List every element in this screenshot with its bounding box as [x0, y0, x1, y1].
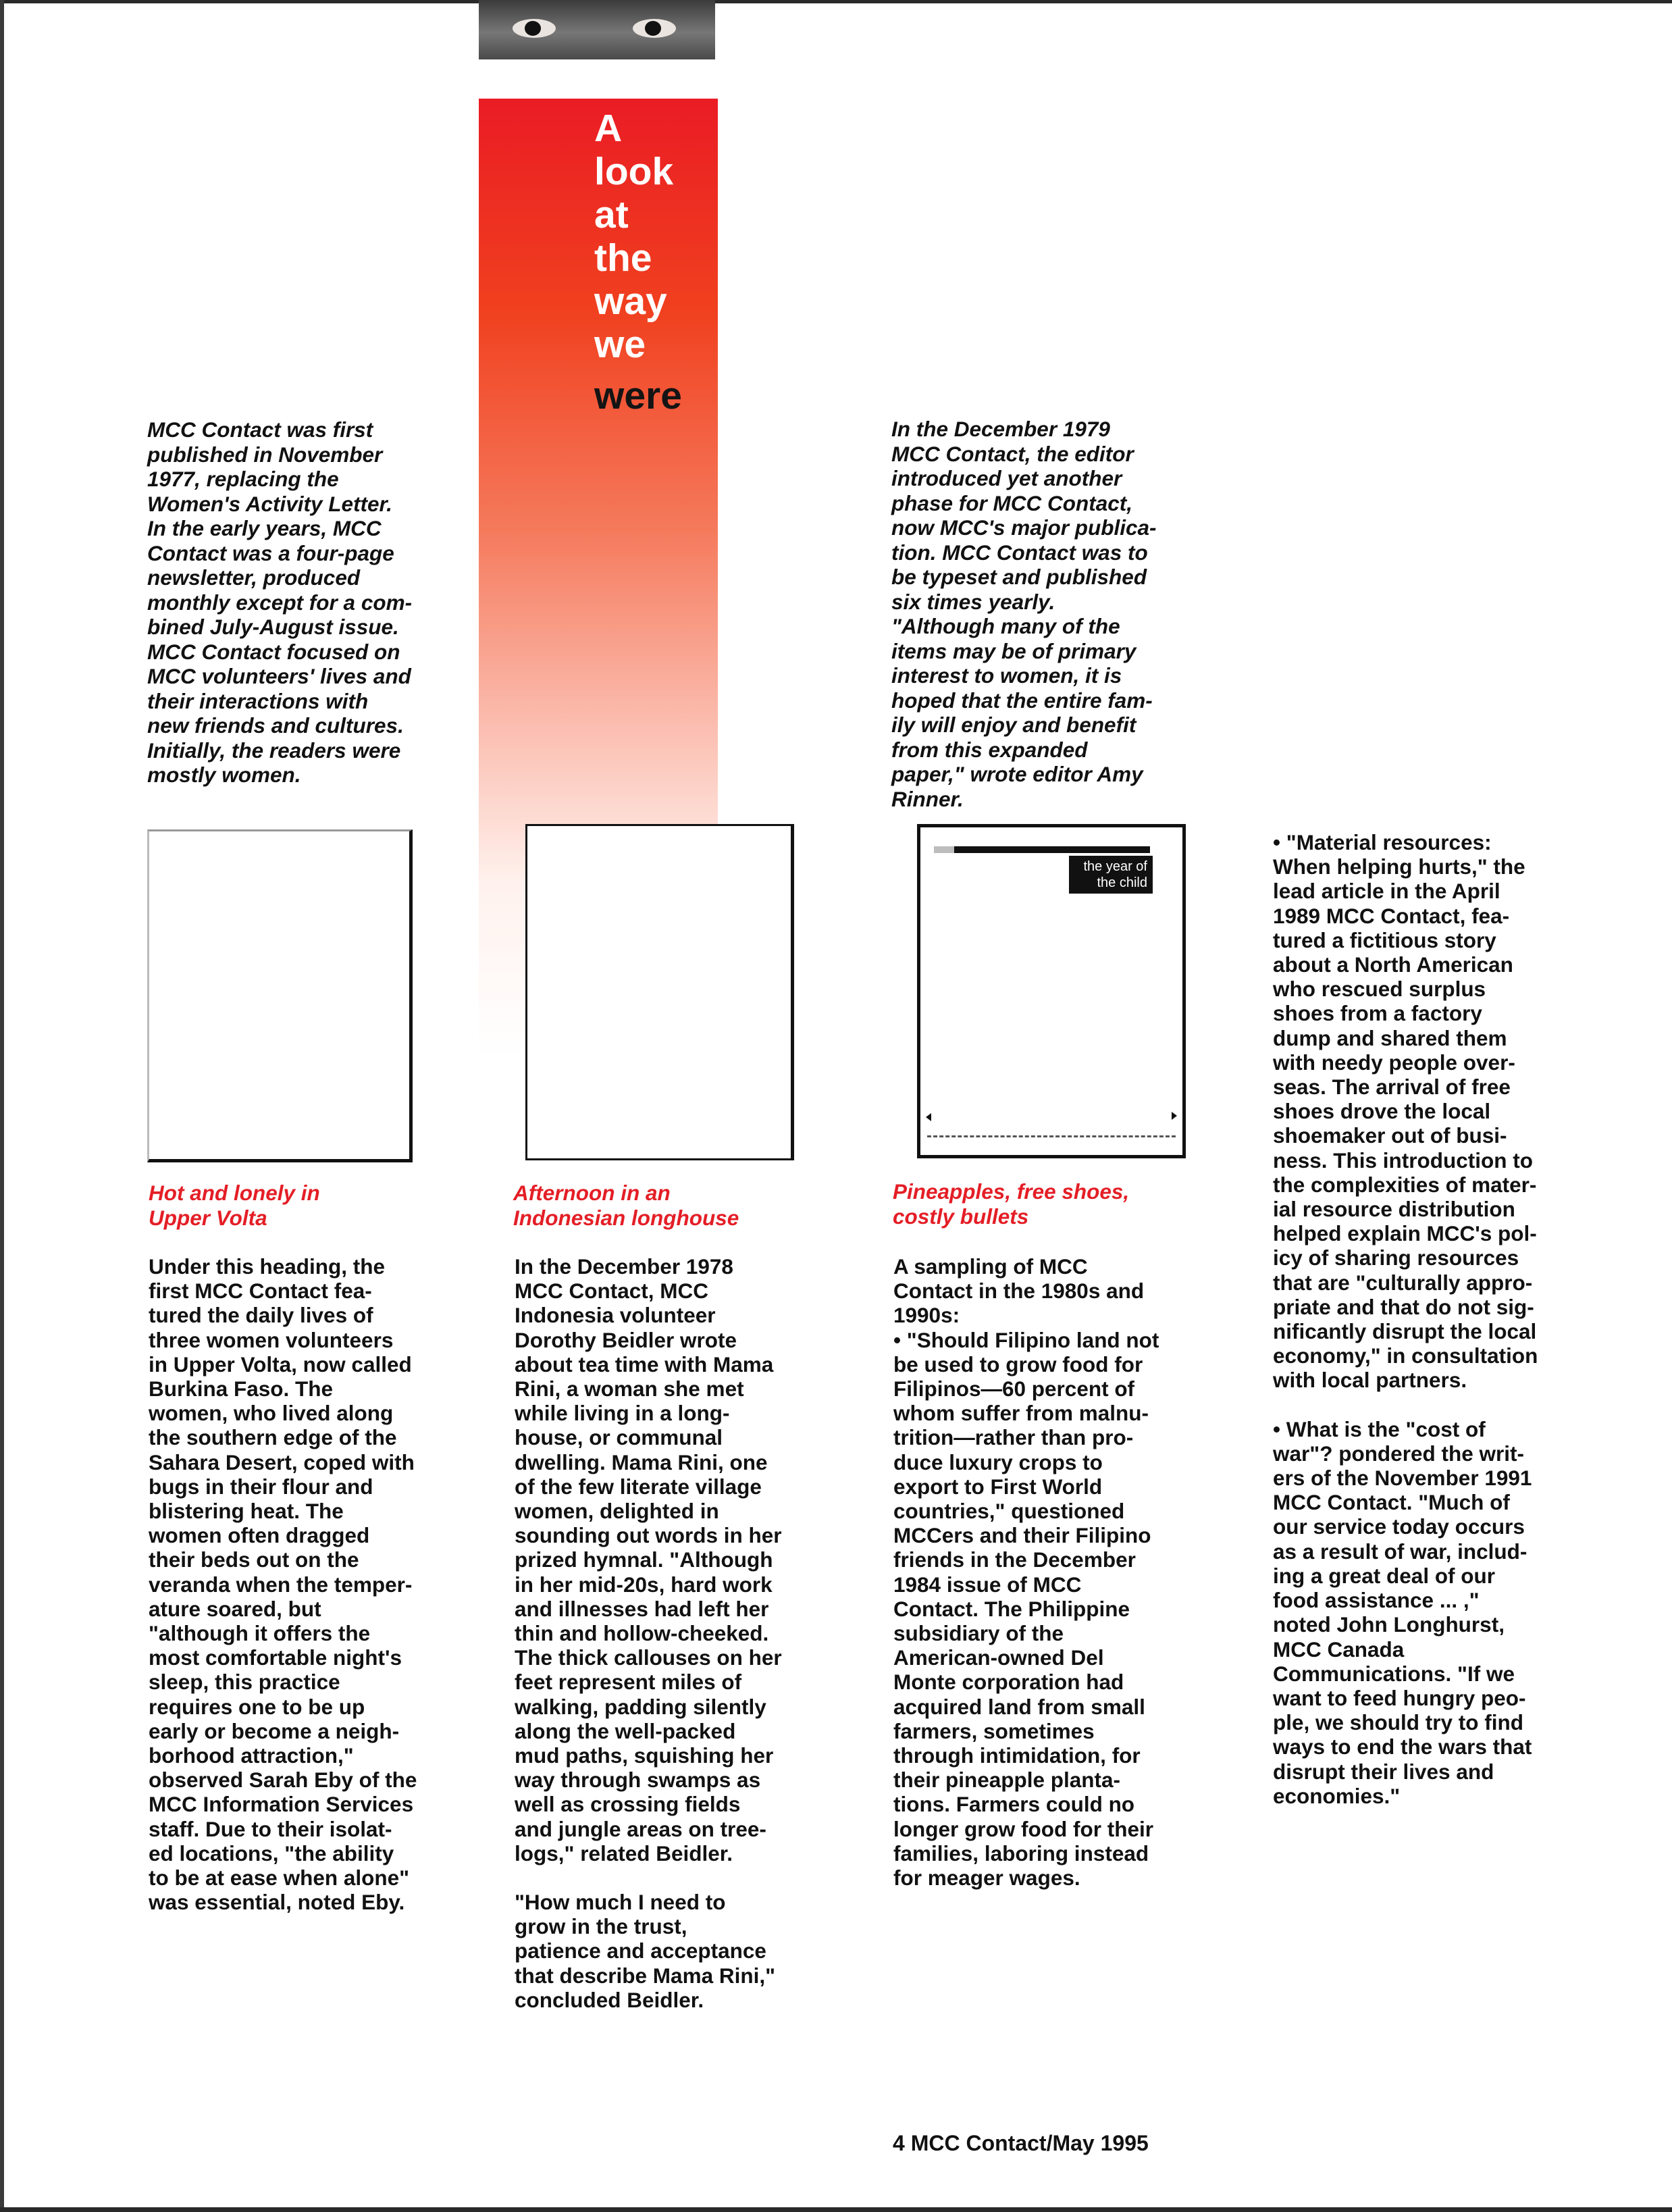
- text-line: hoped that the entire fam-: [891, 688, 1153, 713]
- text-line: veranda when the temper-: [149, 1572, 413, 1597]
- text-line: phase for MCC Contact,: [891, 490, 1133, 515]
- text-line: Contact was a four-page: [147, 540, 394, 565]
- text-line: for meager wages.: [893, 1866, 1080, 1891]
- text-line: that are "culturally appro-: [1273, 1270, 1533, 1295]
- text-line: about tea time with Mama: [515, 1352, 774, 1377]
- text-line: Under this heading, the: [149, 1254, 386, 1279]
- text-line: bugs in their flour and: [149, 1474, 373, 1499]
- text-line: Burkina Faso. The: [149, 1377, 334, 1401]
- text-line: the complexities of mater-: [1273, 1172, 1537, 1197]
- text-line: patience and acceptance: [515, 1938, 766, 1963]
- text-line: Monte corporation had: [893, 1670, 1124, 1695]
- text-line: • What is the "cost of: [1273, 1416, 1486, 1441]
- text-line: sleep, this practice: [149, 1670, 340, 1695]
- text-line: Contact in the 1980s and: [893, 1279, 1145, 1304]
- text-line: now MCC's major publica-: [891, 515, 1157, 540]
- text-line: lead article in the April: [1273, 879, 1500, 904]
- text-line: from this expanded: [891, 737, 1088, 762]
- text-line: their pineapple planta-: [893, 1768, 1121, 1793]
- text-line: MCCers and their Filipino: [893, 1523, 1151, 1548]
- text-line: their interactions with: [147, 688, 369, 713]
- article-column-2: [515, 1254, 832, 2012]
- text-line: helped explain MCC's pol-: [1273, 1221, 1537, 1246]
- headline-word: at: [594, 193, 629, 236]
- text-line: three women volunteers: [149, 1327, 394, 1352]
- heading-line: Hot and lonely in: [149, 1181, 320, 1205]
- text-line: • "Material resources:: [1273, 830, 1492, 854]
- text-line: MCC Contact, MCC: [515, 1279, 708, 1304]
- text-line: ers of the November 1991: [1273, 1466, 1532, 1491]
- headline-word: look: [594, 150, 674, 193]
- cover-masthead-bar: [954, 846, 1150, 853]
- headline-word: way: [594, 280, 667, 323]
- text-line: Sahara Desert, coped with: [149, 1449, 415, 1474]
- text-line: In the December 1979: [891, 417, 1110, 441]
- article-column-3: [893, 1254, 1211, 1890]
- text-line: countries," questioned: [893, 1499, 1125, 1524]
- text-line: walking, padding silently: [515, 1694, 766, 1719]
- text-line: acquired land from small: [893, 1694, 1145, 1719]
- text-line: ways to end the wars that: [1273, 1734, 1532, 1759]
- text-line: longer grow food for their: [893, 1816, 1153, 1841]
- text-line: "although it offers the: [149, 1621, 371, 1646]
- text-line: 1990s:: [893, 1303, 960, 1328]
- text-line: "How much I need to: [515, 1890, 726, 1915]
- text-line: mostly women.: [147, 763, 301, 787]
- text-line: disrupt their lives and: [1273, 1759, 1494, 1784]
- article-column-1: [149, 1254, 466, 1914]
- text-line: war"? pondered the writ-: [1273, 1441, 1524, 1466]
- text-line: want to feed hungry peo-: [1273, 1685, 1526, 1710]
- text-line: their beds out on the: [149, 1547, 359, 1572]
- text-line: interest to women, it is: [891, 663, 1122, 688]
- text-line: Rini, a woman she met: [515, 1377, 744, 1401]
- text-line: published in November: [147, 442, 383, 467]
- text-line: logs," related Beidler.: [515, 1841, 733, 1866]
- text-line: MCC volunteers' lives and: [147, 664, 411, 688]
- text-line: sounding out words in her: [515, 1523, 782, 1548]
- text-line: borhood attraction,": [149, 1743, 354, 1768]
- text-line: priate and that do not sig-: [1273, 1294, 1534, 1319]
- text-line: shoemaker out of busi-: [1273, 1123, 1507, 1148]
- eye-right-icon: [633, 19, 676, 38]
- text-line: nificantly disrupt the local: [1273, 1319, 1537, 1344]
- text-line: grow in the trust,: [515, 1914, 687, 1939]
- text-line: mud paths, squishing her: [515, 1743, 774, 1768]
- text-line: tured the daily lives of: [149, 1303, 373, 1328]
- text-line: "Although many of the: [891, 614, 1120, 638]
- text-line: in Upper Volta, now called: [149, 1352, 412, 1377]
- text-line: that describe Mama Rini,": [515, 1963, 776, 1988]
- text-line: tured a fictitious story: [1273, 927, 1496, 952]
- text-line: who rescued surplus: [1273, 977, 1486, 1002]
- text-line: shoes drove the local: [1273, 1099, 1491, 1124]
- text-line: bined July-August issue.: [147, 615, 399, 639]
- text-line: most comfortable night's: [149, 1645, 402, 1670]
- text-line: to be at ease when alone": [149, 1866, 410, 1891]
- section-heading-1: [149, 1181, 320, 1231]
- text-line: American-owned Del: [893, 1645, 1104, 1670]
- text-line: dump and shared them: [1273, 1025, 1507, 1050]
- cover-label-line: the year of: [1083, 859, 1147, 874]
- headline: [594, 107, 682, 417]
- text-line: through intimidation, for: [893, 1743, 1141, 1768]
- text-line: tions. Farmers could no: [893, 1792, 1135, 1817]
- text-line: MCC Contact. "Much of: [1273, 1490, 1510, 1515]
- text-line: while living in a long-: [515, 1401, 730, 1426]
- heading-line: Pineapples, free shoes,: [893, 1179, 1130, 1204]
- text-line: introduced yet another: [891, 466, 1122, 490]
- heading-line: costly bullets: [893, 1204, 1029, 1229]
- text-line: MCC Contact was first: [147, 417, 373, 442]
- headline-word: the: [594, 236, 652, 280]
- text-line: food assistance ... ,": [1273, 1588, 1480, 1613]
- text-line: Women's Activity Letter.: [147, 491, 392, 516]
- text-line: MCC Contact focused on: [147, 639, 400, 664]
- section-heading-2: [513, 1181, 739, 1231]
- text-line: • "Should Filipino land not: [893, 1327, 1159, 1352]
- text-line: paper," wrote editor Amy: [891, 762, 1143, 786]
- text-line: The thick callouses on her: [515, 1645, 782, 1670]
- cover-mark-left-icon: [926, 1113, 931, 1121]
- text-line: be used to grow food for: [893, 1352, 1143, 1377]
- text-line: the southern edge of the: [149, 1425, 397, 1450]
- page-edge-left: [0, 0, 4, 2212]
- text-line: Contact. The Philippine: [893, 1596, 1130, 1621]
- text-line: economies.": [1273, 1783, 1401, 1808]
- text-line: and jungle areas on tree-: [515, 1816, 766, 1841]
- text-line: 1984 issue of MCC: [893, 1572, 1082, 1597]
- newsletter-image-1: [147, 829, 413, 1162]
- intro-left: [147, 417, 465, 788]
- text-line: dwelling. Mama Rini, one: [515, 1449, 768, 1474]
- text-line: A sampling of MCC: [893, 1254, 1088, 1279]
- headline-word: A: [594, 107, 623, 150]
- text-line: 1977, replacing the: [147, 467, 339, 491]
- text-line: tion. MCC Contact was to: [891, 540, 1148, 565]
- text-line: ple, we should try to find: [1273, 1710, 1524, 1735]
- text-line: women often dragged: [149, 1523, 370, 1548]
- page-footer: 4 MCC Contact/May 1995: [893, 2131, 1149, 2155]
- text-line: ing a great deal of our: [1273, 1563, 1496, 1588]
- text-line: of the few literate village: [515, 1474, 762, 1499]
- heading-line: Upper Volta: [149, 1206, 267, 1230]
- text-line: Filipinos—60 percent of: [893, 1377, 1135, 1401]
- text-line: ial resource distribution: [1273, 1197, 1515, 1222]
- text-line: duce luxury crops to: [893, 1449, 1103, 1474]
- text-line: ature soared, but: [149, 1596, 321, 1621]
- text-line: new friends and cultures.: [147, 713, 404, 738]
- text-line: ness. This introduction to: [1273, 1148, 1533, 1173]
- intro-right: [891, 417, 1209, 811]
- text-line: items may be of primary: [891, 638, 1137, 663]
- text-line: requires one to be up: [149, 1694, 365, 1719]
- eye-left-icon: [513, 19, 556, 38]
- text-line: well as crossing fields: [515, 1792, 741, 1817]
- text-line: MCC Information Services: [149, 1792, 414, 1817]
- article-column-4: [1273, 830, 1590, 1808]
- text-line: with needy people over-: [1273, 1050, 1515, 1075]
- text-line: Indonesia volunteer: [515, 1303, 716, 1328]
- text-line: Rinner.: [891, 786, 964, 811]
- text-line: friends in the December: [893, 1547, 1136, 1572]
- text-line: be typeset and published: [891, 565, 1147, 589]
- text-line: trition—rather than pro-: [893, 1425, 1134, 1450]
- text-line: When helping hurts," the: [1273, 854, 1525, 879]
- text-line: early or become a neigh-: [149, 1718, 400, 1743]
- text-line: In the early years, MCC: [147, 516, 382, 540]
- section-heading-3: [893, 1179, 1129, 1229]
- cover-label: [1069, 856, 1153, 894]
- text-line: noted John Longhurst,: [1273, 1612, 1505, 1637]
- text-line: observed Sarah Eby of the: [149, 1768, 417, 1793]
- text-line: women, delighted in: [515, 1499, 719, 1524]
- text-line: with local partners.: [1273, 1368, 1467, 1393]
- cover-mark-right-icon: [1172, 1112, 1177, 1120]
- text-line: staff. Due to their isolat-: [149, 1816, 392, 1841]
- text-line: Dorothy Beidler wrote: [515, 1327, 737, 1352]
- text-line: thin and hollow-cheeked.: [515, 1621, 769, 1646]
- heading-line: Afternoon in an: [513, 1181, 671, 1205]
- text-line: house, or communal: [515, 1425, 723, 1450]
- text-line: farmers, sometimes: [893, 1718, 1095, 1743]
- text-line: In the December 1978: [515, 1254, 733, 1279]
- text-line: whom suffer from malnu-: [893, 1401, 1149, 1426]
- text-line: in her mid-20s, hard work: [515, 1572, 773, 1597]
- text-line: seas. The arrival of free: [1273, 1075, 1511, 1100]
- text-line: shoes from a factory: [1273, 1001, 1482, 1026]
- text-line: prized hymnal. "Although: [515, 1547, 773, 1572]
- text-line: concluded Beidler.: [515, 1987, 704, 2012]
- cover-label-line: the child: [1097, 875, 1147, 890]
- text-line: about a North American: [1273, 952, 1513, 977]
- text-line: and illnesses had left her: [515, 1596, 769, 1621]
- text-line: icy of sharing resources: [1273, 1245, 1519, 1270]
- newsletter-cover-image: [917, 824, 1186, 1158]
- headline-word: we: [594, 323, 646, 366]
- text-line: women, who lived along: [149, 1401, 394, 1426]
- text-line: families, laboring instead: [893, 1841, 1149, 1866]
- eyes-photo: [479, 0, 715, 59]
- newsletter-image-2: [525, 824, 794, 1160]
- text-line: six times yearly.: [891, 589, 1055, 614]
- text-line: ily will enjoy and benefit: [891, 713, 1137, 737]
- text-line: MCC Contact, the editor: [891, 441, 1134, 466]
- text-line: was essential, noted Eby.: [149, 1890, 405, 1915]
- text-line: 1989 MCC Contact, fea-: [1273, 903, 1510, 928]
- text-line: economy," in consultation: [1273, 1343, 1538, 1368]
- page-edge-top: [0, 0, 1672, 3]
- text-line: newsletter, produced: [147, 565, 361, 590]
- text-line: feet represent miles of: [515, 1670, 742, 1695]
- text-line: blistering heat. The: [149, 1499, 344, 1524]
- text-line: way through swamps as: [515, 1768, 761, 1793]
- text-line: subsidiary of the: [893, 1621, 1064, 1646]
- page-edge-bottom: [0, 2207, 1672, 2212]
- text-line: as a result of war, includ-: [1273, 1539, 1527, 1564]
- text-line: export to First World: [893, 1474, 1103, 1499]
- text-line: Initially, the readers were: [147, 738, 401, 763]
- text-line: ed locations, "the ability: [149, 1841, 394, 1866]
- text-line: MCC Canada: [1273, 1637, 1405, 1662]
- text-line: our service today occurs: [1273, 1514, 1525, 1539]
- text-line: along the well-packed: [515, 1718, 736, 1743]
- text-line: Communications. "If we: [1273, 1661, 1515, 1686]
- text-line: monthly except for a com-: [147, 590, 413, 615]
- text-line: first MCC Contact fea-: [149, 1279, 372, 1304]
- heading-line: Indonesian longhouse: [513, 1206, 739, 1230]
- cover-footer-line: [927, 1135, 1176, 1140]
- headline-word: were: [594, 374, 682, 417]
